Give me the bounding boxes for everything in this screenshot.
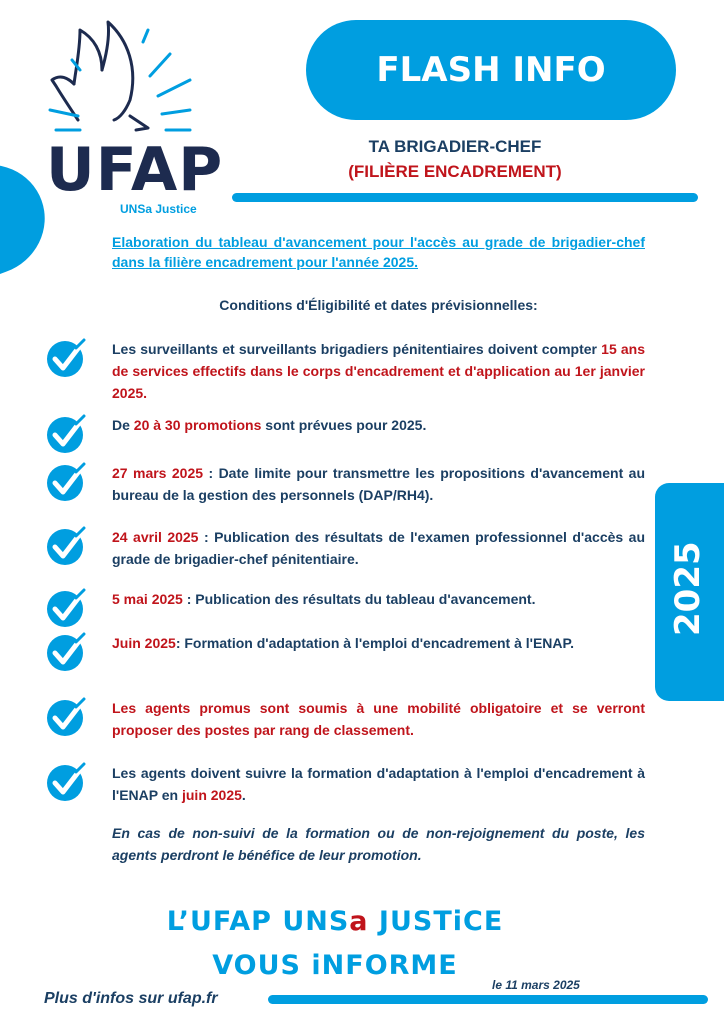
checklist-item-text xyxy=(112,632,645,654)
highlight-text: 20 à 30 promotions xyxy=(133,417,262,433)
body-text: Les surveillants et surveillants brigadiers pénitentiaires doivent compter xyxy=(112,341,602,357)
checklist-item xyxy=(46,526,646,570)
flash-info-label: FLASH INFO xyxy=(376,50,606,90)
slogan-part: JUSTiCE xyxy=(368,906,504,937)
checklist-item xyxy=(46,414,646,454)
body-text: : Formation d'adaptation à l'emploi d'encadrement à l'ENAP. xyxy=(175,635,574,651)
slogan-line-2: VOUS iNFORME xyxy=(212,950,458,981)
checklist-item xyxy=(46,697,646,741)
highlight-text: juin 2025 xyxy=(181,787,242,803)
dove-flame-logo-icon xyxy=(40,18,220,138)
section-heading: Conditions d'Éligibilité et dates prévisionnelles: xyxy=(219,297,538,313)
body-text: . xyxy=(241,787,246,803)
body-text: : Date limite pour transmettre les propositions d'avancement au bureau de la gestion des personnels (DAP/RH4). xyxy=(112,465,645,503)
slogan-line-1 xyxy=(150,906,520,937)
logo-subtitle: UNSa Justice xyxy=(120,202,197,216)
check-circle-icon xyxy=(46,697,86,737)
slogan-accent-letter: a xyxy=(349,906,369,937)
highlight-text: Juin 2025 xyxy=(112,635,176,651)
highlight-text: 15 ans de services effectifs dans le corps d'encadrement et d'application au 1er janvier 2025. xyxy=(112,341,646,401)
document-subtitle-filiere: (FILIÈRE ENCADREMENT) xyxy=(348,162,562,181)
check-circle-icon xyxy=(46,526,86,566)
website-link[interactable]: Plus d'infos sur ufap.fr xyxy=(44,990,218,1007)
publication-date: le 11 mars 2025 xyxy=(492,978,580,992)
checklist-item-text xyxy=(112,697,645,741)
body-text: : Publication des résultats du tableau d'avancement. xyxy=(182,591,536,607)
checklist-item-text xyxy=(112,414,645,436)
checklist-item-text xyxy=(112,588,645,610)
body-text: sont prévues pour 2025. xyxy=(261,417,427,433)
check-circle-icon xyxy=(46,632,86,672)
check-circle-icon xyxy=(46,338,86,378)
highlight-text: Les agents promus sont soumis à une mobilité obligatoire et se verront proposer des postes par rang de classement. xyxy=(112,700,645,738)
checklist-item xyxy=(46,338,646,404)
logo-wordmark: UFAP xyxy=(46,135,224,205)
checklist-item xyxy=(46,462,646,506)
year-label: 2025 xyxy=(668,541,708,636)
checklist-item-text xyxy=(112,762,645,806)
footer-divider-bar xyxy=(268,995,708,1004)
warning-note: En cas de non-suivi de la formation ou de non-rejoignement du poste, les agents perdront le bénéfice de leur promotion. xyxy=(112,825,645,863)
check-circle-icon xyxy=(46,762,86,802)
body-text: De xyxy=(112,417,134,433)
body-text: : Publication des résultats de l'examen professionnel d'accès au grade de brigadier-chef pénitentiaire. xyxy=(112,529,646,567)
intro-link[interactable]: Elaboration du tableau d'avancement pour l'accès au grade de brigadier-chef dans la filière encadrement pour l'année 2025. xyxy=(112,234,645,270)
flash-info-banner xyxy=(306,20,676,120)
check-circle-icon xyxy=(46,588,86,628)
highlight-text: 27 mars 2025 xyxy=(112,465,204,481)
check-circle-icon xyxy=(46,414,86,454)
checklist-item xyxy=(46,588,646,628)
check-circle-icon xyxy=(46,462,86,502)
highlight-text: 5 mai 2025 xyxy=(112,591,183,607)
checklist-item-text xyxy=(112,462,645,506)
checklist-item-text xyxy=(112,338,645,404)
slogan-part: L’UFAP UNS xyxy=(166,906,350,937)
checklist-item xyxy=(46,632,646,672)
body-text: Les agents doivent suivre la formation d'adaptation à l'emploi d'encadrement à l'ENAP en xyxy=(112,765,645,803)
divider-bar xyxy=(232,193,698,202)
checklist-item xyxy=(46,762,646,806)
checklist-item-text xyxy=(112,526,645,570)
highlight-text: 24 avril 2025 xyxy=(112,529,199,545)
document-subtitle: TA BRIGADIER-CHEF xyxy=(368,137,542,156)
